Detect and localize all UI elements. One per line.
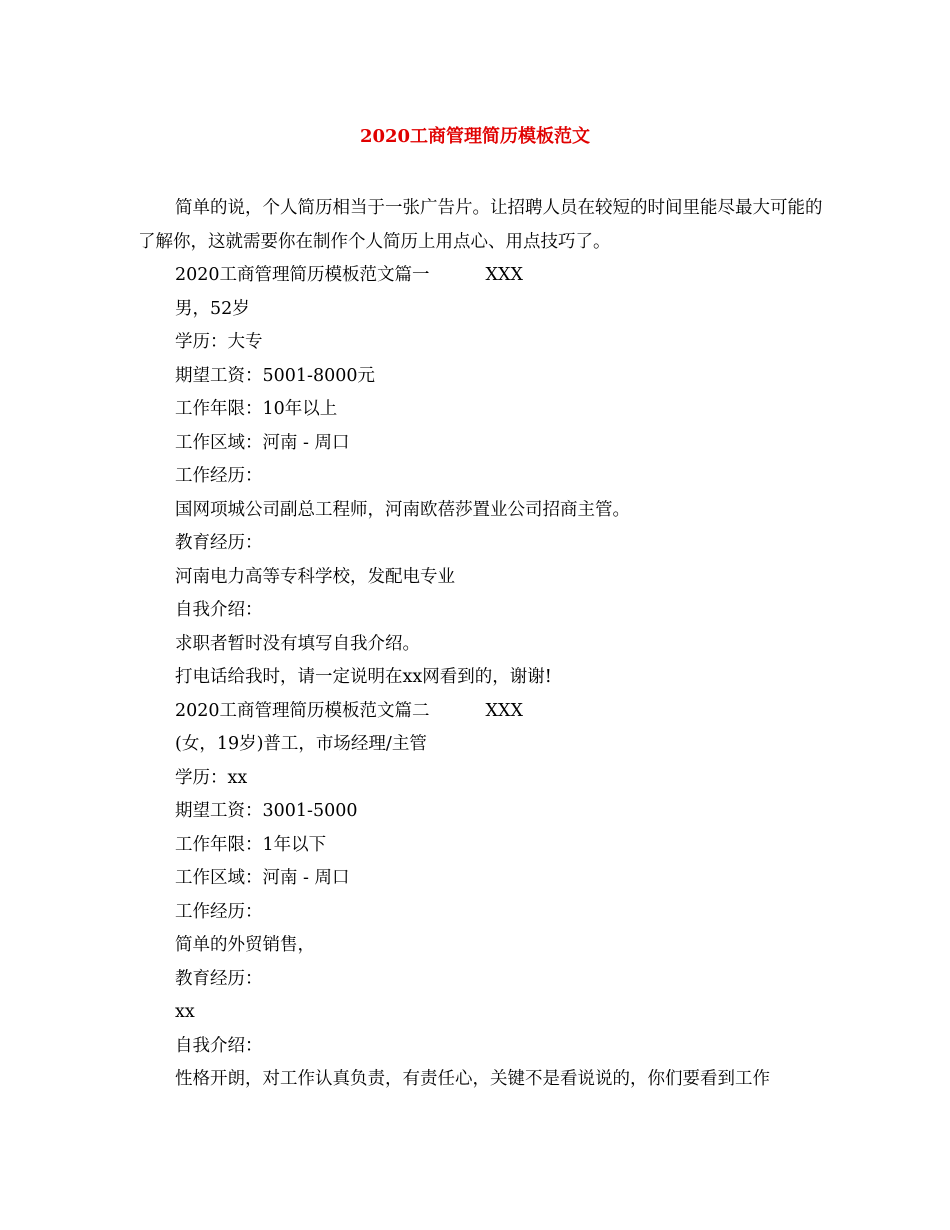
section2-salary: 期望工资：3001-5000	[175, 801, 358, 821]
resume-content	[175, 259, 835, 1097]
section2-gender-age: (女，19岁)普工，市场经理/主管	[175, 734, 427, 754]
section2-name: XXX	[485, 700, 523, 721]
section1-name: XXX	[485, 265, 523, 285]
section1-gender-age: 男，52岁	[175, 298, 250, 319]
section2-self: 性格开朗，对工作认真负责，有责任心，关键不是看说说的，你们要看到工作	[175, 1069, 770, 1089]
section2-heading: 2020工商管理简历模板范文篇二	[175, 700, 430, 721]
section2-edu-label: 教育经历：	[175, 968, 263, 989]
section1-heading: 2020工商管理简历模板范文篇一	[175, 265, 430, 285]
section2-self-label: 自我介绍：	[175, 1035, 263, 1056]
section1-years: 工作年限：10年以上	[175, 399, 338, 419]
section1-education: 学历：大专	[175, 332, 263, 352]
section2-region: 工作区域：河南 - 周口	[175, 868, 350, 888]
section1-work-label: 工作经历：	[175, 466, 263, 486]
document-title: 2020工商管理简历模板范文	[359, 126, 591, 147]
section2-work: 简单的外贸销售，	[175, 935, 315, 955]
section2-work-label: 工作经历：	[175, 901, 263, 922]
section2-edu: xx	[175, 1002, 195, 1022]
intro-paragraph: 简单的说，个人简历相当于一张广告片。让招聘人员在较短的时间里能尽最大可能的了解你，这就需要你在制作个人简历上用点心、用点技巧了。	[138, 198, 823, 252]
section2-education: 学历：xx	[175, 767, 248, 788]
section1-note: 打电话给我时，请一定说明在xx网看到的，谢谢!	[175, 667, 552, 687]
section1-heading-line	[175, 259, 835, 293]
section2-years: 工作年限：1年以下	[175, 834, 327, 855]
section1-region: 工作区域：河南 - 周口	[175, 432, 350, 453]
section1-edu-label: 教育经历：	[175, 533, 263, 553]
section1-work: 国网项城公司副总工程师，河南欧蓓莎置业公司招商主管。	[175, 499, 630, 520]
section1-salary: 期望工资：5001-8000元	[175, 365, 375, 386]
section1-self-label: 自我介绍：	[175, 600, 263, 620]
section1-self: 求职者暂时没有填写自我介绍。	[175, 633, 420, 654]
section1-edu: 河南电力高等专科学校，发配电专业	[175, 566, 455, 587]
section2-heading-line	[175, 695, 835, 729]
